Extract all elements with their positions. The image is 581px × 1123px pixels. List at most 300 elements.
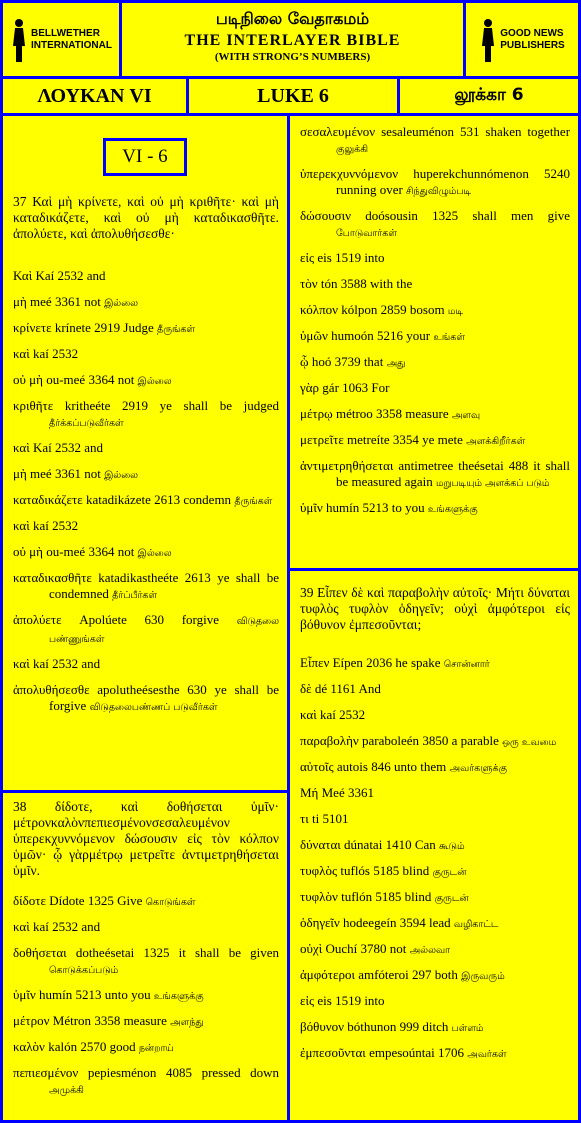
english-gloss: not — [84, 294, 101, 309]
greek-word: εἰς — [300, 250, 315, 265]
strongs-number: 3364 — [88, 372, 115, 387]
english-gloss: ye shall be condemned — [49, 570, 280, 601]
greek-word: ἀντιμετρηθήσεται — [300, 458, 394, 473]
greek-word: κριθῆτε — [13, 398, 54, 413]
english-gloss: good — [109, 1039, 136, 1054]
greek-word: αὐτοῖς — [300, 759, 334, 774]
tamil-gloss: கொடுக்கப்படும் — [49, 965, 119, 976]
greek-word: Εἶπεν — [300, 655, 330, 670]
word-entry — [300, 915, 570, 933]
word-entry — [13, 320, 279, 338]
word-entry — [300, 967, 570, 985]
tamil-gloss: மடி — [447, 306, 464, 317]
strongs-number: 5185 — [373, 863, 400, 878]
greek-word: ὁδηγεῖν — [300, 915, 340, 930]
strongs-number: 2919 — [94, 320, 121, 335]
greek-word: πεπιεσμένον — [13, 1065, 79, 1080]
strongs-number: 3850 — [422, 733, 449, 748]
strongs-number: 999 — [399, 1019, 420, 1034]
strongs-number: 3588 — [340, 276, 367, 291]
greek-chapter: ΛΟΥΚΑΝ VI — [3, 79, 186, 113]
transliteration: Dídote — [49, 893, 85, 908]
english-gloss: Judge — [123, 320, 154, 335]
transliteration: Kaí — [33, 440, 52, 455]
transliteration: huperekchunnómenon — [413, 166, 529, 181]
word-entry — [13, 372, 279, 390]
transliteration: paraboleén — [362, 733, 420, 748]
transliteration: humín — [39, 987, 73, 1002]
tamil-gloss: இருவரும் — [461, 971, 505, 982]
english-chapter: LUKE 6 — [189, 79, 397, 113]
transliteration: eis — [317, 250, 332, 265]
english-gloss: not — [389, 941, 407, 956]
greek-word: ἀπολυθήσεσθε — [13, 682, 90, 697]
greek-word: εἰς — [300, 993, 315, 1008]
transliteration: dúnatai — [344, 837, 383, 852]
greek-word: οὐ μὴ — [13, 372, 43, 387]
english-gloss: not — [117, 372, 135, 387]
transliteration: dotheésetai — [75, 945, 135, 960]
english-gloss: blind — [402, 863, 430, 878]
greek-word: καὶ — [13, 656, 30, 671]
tamil-gloss: அளக்கிறீர்கள் — [466, 436, 526, 447]
greek-word: καλὸν — [13, 1039, 45, 1054]
strongs-number: 3361 — [54, 466, 81, 481]
greek-word: κόλπον — [300, 302, 339, 317]
word-entry — [300, 1019, 570, 1037]
main-title: THE INTERLAYER BIBLE — [184, 32, 401, 49]
transliteration: Eípen — [332, 655, 363, 670]
transliteration: ou-meé — [46, 372, 86, 387]
tamil-chapter: லூக்கா 6 — [400, 79, 578, 113]
strongs-number: 1325 — [87, 893, 114, 908]
transliteration: humín — [326, 500, 360, 515]
verse-38-entries — [13, 893, 279, 1099]
tamil-gloss: நன்றாய் — [138, 1043, 174, 1054]
strongs-number: 2036 — [366, 655, 393, 670]
strongs-number: 1519 — [335, 993, 362, 1008]
word-entry — [300, 681, 570, 699]
tamil-gloss: உங்களுக்கு — [427, 504, 478, 515]
english-gloss: shall men give — [472, 208, 570, 223]
verse-37-entries — [13, 268, 279, 716]
word-entry — [300, 406, 570, 424]
transliteration: sesaleuménon — [381, 124, 455, 139]
english-gloss: both — [434, 967, 458, 982]
english-gloss: lead — [428, 915, 451, 930]
english-gloss: Give — [117, 893, 143, 908]
greek-word: καταδικάζετε — [13, 492, 83, 507]
greek-word: οὐ μὴ — [13, 544, 43, 559]
tamil-gloss: போடுவார்கள் — [336, 228, 397, 239]
english-gloss: to you — [391, 500, 425, 515]
tamil-gloss: சிந்துவிழும்படி — [406, 186, 472, 197]
strongs-number: 1325 — [432, 208, 459, 223]
transliteration: katadikastheéte — [98, 570, 179, 585]
tamil-gloss: அமுக்கி — [49, 1085, 84, 1096]
transliteration: amfóteroi — [358, 967, 409, 982]
english-gloss: not — [84, 466, 101, 481]
bellwether-logo — [3, 3, 119, 76]
greek-word: κρίνετε — [13, 320, 52, 335]
english-gloss: he spake — [395, 655, 441, 670]
word-entry — [13, 1013, 279, 1031]
tamil-gloss: அளவு — [451, 410, 481, 421]
english-gloss: condemn — [183, 492, 232, 507]
english-gloss: ye shall be judged — [159, 398, 280, 413]
verse-38-panel — [3, 793, 287, 1120]
strongs-number: 5213 — [75, 987, 102, 1002]
strongs-number: 297 — [412, 967, 432, 982]
strongs-number: 2613 — [154, 492, 181, 507]
strongs-number: 5185 — [375, 889, 402, 904]
english-gloss: ye shall be forgive — [49, 682, 279, 713]
transliteration: empesoúntai — [369, 1045, 435, 1060]
greek-word: καὶ — [13, 518, 30, 533]
word-entry — [13, 294, 279, 312]
english-gloss: a parable — [451, 733, 499, 748]
strongs-number: 3358 — [376, 406, 403, 421]
transliteration: kaí — [33, 518, 49, 533]
tamil-gloss: சொன்னார் — [443, 659, 490, 670]
verse-38-text: 38 δίδοτε, καὶ δοθήσεται ὑμῖν· μέτρονκαλὸνπεπιεσμένονσεσαλευμένον ὑπερεκχυννόμενον δώσουσιν εἰς τὸν κόλπον ὑμῶν· ᾧ γὰρμέτρῳ μετρεῖτε ἀντιμετρηθήσεται ὑμῖν. — [13, 799, 279, 878]
english-gloss: and — [81, 919, 101, 934]
greek-word: καὶ — [13, 440, 30, 455]
transliteration: Métron — [52, 1013, 92, 1028]
english-gloss: shaken together — [485, 124, 571, 139]
english-gloss: measure — [123, 1013, 167, 1028]
strongs-number: 630 — [144, 612, 165, 627]
strongs-number: 3364 — [88, 544, 115, 559]
transliteration: tón — [320, 276, 338, 291]
greek-word: δὲ — [300, 681, 312, 696]
word-entry — [300, 302, 570, 320]
english-gloss: into — [364, 250, 385, 265]
good-news-logo — [466, 3, 578, 76]
transliteration: métroo — [335, 406, 373, 421]
transliteration: apolutheésesthe — [97, 682, 180, 697]
strongs-number: 2532 — [52, 919, 79, 934]
tamil-gloss: கொடுங்கள் — [145, 897, 196, 908]
word-entry — [300, 124, 570, 158]
word-entry — [300, 655, 570, 673]
greek-word: δίδοτε — [13, 893, 46, 908]
english-gloss: into — [364, 993, 385, 1008]
tamil-gloss: குருடன் — [434, 893, 469, 904]
word-entry — [13, 518, 279, 536]
strongs-number: 1161 — [330, 681, 356, 696]
english-gloss: and — [81, 656, 101, 671]
english-gloss: unto you — [104, 987, 151, 1002]
verse-37-text: 37 Καὶ μὴ κρίνετε, καὶ οὐ μὴ κριθῆτε· καὶ μὴ καταδικάζετε, καὶ οὐ μὴ καταδικασθῆτε. ἀπολύετε, καὶ ἀπολυθήσεσθε· — [13, 194, 279, 241]
word-entry — [300, 354, 570, 372]
english-gloss: with the — [369, 276, 413, 291]
english-gloss: forgive — [181, 612, 220, 627]
word-entry — [13, 987, 279, 1005]
tamil-gloss: இல்லை — [137, 548, 172, 559]
english-gloss: blind — [404, 889, 432, 904]
word-entry — [300, 837, 570, 855]
word-entry — [13, 682, 279, 716]
transliteration: gár — [322, 380, 339, 395]
tamil-gloss: இல்லை — [104, 298, 139, 309]
tamil-gloss: வழிகாட்ட — [453, 919, 499, 930]
english-gloss: And — [358, 681, 381, 696]
word-entry — [13, 612, 279, 648]
tamil-gloss: விடுதலை பண்ணுங்கள் — [49, 616, 280, 645]
greek-word: δώσουσιν — [300, 208, 352, 223]
greek-word: ἀπολύετε — [13, 612, 62, 627]
strongs-number: 531 — [459, 124, 480, 139]
strongs-number: 3739 — [334, 354, 361, 369]
title-block — [122, 3, 463, 76]
tamil-gloss: அவர்களுக்கு — [449, 763, 507, 774]
strongs-number: 4085 — [166, 1065, 192, 1080]
greek-word: ὑμῶν — [300, 328, 328, 343]
word-entry — [13, 570, 279, 604]
strongs-number: 3358 — [94, 1013, 121, 1028]
greek-word: ἀμφότεροι — [300, 967, 355, 982]
transliteration: bóthunon — [347, 1019, 397, 1034]
greek-word: ἐμπεσοῦνται — [300, 1045, 366, 1060]
tamil-gloss: அது — [386, 358, 406, 369]
tamil-gloss: அல்லவா — [409, 945, 451, 956]
greek-word: δοθήσεται — [13, 945, 67, 960]
strongs-number: 2532 — [339, 707, 366, 722]
english-gloss: and — [86, 268, 106, 283]
tamil-gloss: ஒரு உவமை — [502, 737, 557, 748]
strongs-number: 1410 — [385, 837, 412, 852]
strongs-number: 488 — [508, 458, 529, 473]
transliteration: hodeegeín — [343, 915, 397, 930]
greek-word: καὶ — [300, 707, 317, 722]
transliteration: kaí — [33, 656, 49, 671]
strongs-number: 5101 — [322, 811, 349, 826]
english-gloss: pressed down — [201, 1065, 280, 1080]
word-entry — [300, 250, 570, 268]
verse-39-entries — [300, 655, 570, 1063]
transliteration: Apolúete — [79, 612, 127, 627]
strongs-number: 2532 — [57, 268, 84, 283]
greek-word: μὴ — [13, 294, 27, 309]
greek-word: παραβολὴν — [300, 733, 359, 748]
tamil-gloss: பள்ளம் — [451, 1023, 484, 1034]
tamil-gloss: தீருங்கள் — [157, 324, 195, 335]
word-entry — [13, 544, 279, 562]
transliteration: autois — [336, 759, 368, 774]
verse-37-panel — [3, 116, 287, 790]
transliteration: kaí — [33, 346, 49, 361]
transliteration: katadikázete — [85, 492, 151, 507]
tamil-gloss: அவர்கள் — [467, 1049, 507, 1060]
english-gloss: Can — [414, 837, 436, 852]
strongs-number: 1706 — [438, 1045, 465, 1060]
word-entry — [300, 208, 570, 242]
verse-39-text: 39 Εἶπεν δὲ καὶ παραβολὴν αὐτοῖς· Μήτι δύναται τυφλὸς τυφλὸν ὁδηγεῖν; οὐχὶ ἀμφότεροι εἰς βόθυνον ἐμπεσοῦνται; — [300, 585, 570, 632]
transliteration: meé — [30, 466, 52, 481]
logo-line-2: INTERNATIONAL — [31, 39, 112, 51]
greek-word: τυφλὸς — [300, 863, 338, 878]
transliteration: kaí — [320, 707, 336, 722]
strongs-number: 5216 — [376, 328, 403, 343]
english-gloss: that — [363, 354, 384, 369]
strongs-number: 2919 — [122, 398, 149, 413]
strongs-number: 1519 — [335, 250, 362, 265]
transliteration: ti — [311, 811, 320, 826]
transliteration: kaí — [33, 919, 49, 934]
transliteration: krínete — [54, 320, 91, 335]
transliteration: metreíte — [347, 432, 390, 447]
word-entry — [300, 380, 570, 398]
tamil-gloss: குலுக்கி — [336, 144, 369, 155]
strongs-number: 630 — [187, 682, 207, 697]
word-entry — [300, 276, 570, 294]
tamil-gloss: இல்லை — [104, 470, 139, 481]
strongs-number: 3594 — [399, 915, 426, 930]
greek-word: Καὶ — [13, 268, 33, 283]
transliteration: hoó — [311, 354, 332, 369]
tamil-gloss: இல்லை — [137, 376, 172, 387]
word-entry — [300, 432, 570, 450]
english-gloss: it shall be measured again — [336, 458, 570, 489]
verse-39-panel — [290, 571, 578, 1120]
greek-word: τι — [300, 811, 309, 826]
strongs-number: 2532 — [52, 346, 79, 361]
tamil-gloss: கூடும் — [439, 841, 465, 852]
word-entry — [300, 1045, 570, 1063]
word-entry — [300, 707, 570, 725]
tamil-title: படிநிலை வேதாகமம் — [215, 9, 370, 28]
greek-word: Μή — [300, 785, 319, 800]
english-gloss: ye mete — [422, 432, 463, 447]
word-entry — [13, 919, 279, 937]
transliteration: Kaí — [35, 268, 55, 283]
strongs-number: 3361 — [54, 294, 81, 309]
strongs-number: 2613 — [184, 570, 211, 585]
greek-word: μέτρῳ — [300, 406, 333, 421]
transliteration: kalón — [48, 1039, 78, 1054]
transliteration: kólpon — [341, 302, 378, 317]
word-entry — [300, 863, 570, 881]
word-entry — [13, 656, 279, 674]
greek-word: καὶ — [13, 346, 30, 361]
verse-label: VI - 6 — [103, 138, 187, 176]
word-entry — [13, 398, 279, 432]
strongs-number: 2570 — [80, 1039, 107, 1054]
word-entry — [13, 466, 279, 484]
greek-word: μὴ — [13, 466, 27, 481]
subtitle: (WITH STRONG’S NUMBERS) — [214, 51, 371, 63]
tamil-gloss: மறுபடியும் அளக்கப் படும் — [435, 478, 550, 489]
transliteration: Ouchí — [325, 941, 358, 956]
word-entry — [13, 492, 279, 510]
word-entry — [13, 893, 279, 911]
greek-word: ὑμῖν — [300, 500, 323, 515]
strongs-number: 2532 — [52, 518, 79, 533]
greek-word: τυφλὸν — [300, 889, 338, 904]
logo-line-1: GOOD NEWS — [500, 27, 564, 39]
strongs-number: 3780 — [360, 941, 387, 956]
strongs-number: 1063 — [342, 380, 369, 395]
greek-word: ὑπερεκχυννόμενον — [300, 166, 399, 181]
greek-word: καταδικασθῆτε — [13, 570, 92, 585]
logo-line-1: BELLWETHER — [31, 27, 100, 39]
greek-word: γὰρ — [300, 380, 320, 395]
word-entry — [13, 268, 279, 286]
word-entry — [300, 941, 570, 959]
strongs-number: 2532 — [55, 440, 82, 455]
strongs-number: 3354 — [392, 432, 419, 447]
verse-38-continued-entries — [300, 124, 570, 518]
logo-line-2: PUBLISHERS — [500, 39, 565, 51]
word-entry — [13, 346, 279, 364]
greek-word: δύναται — [300, 837, 341, 852]
word-entry — [13, 945, 279, 979]
tamil-gloss: தீருங்கள் — [234, 496, 273, 507]
transliteration: tuflón — [341, 889, 373, 904]
transliteration: pepiesménon — [87, 1065, 157, 1080]
word-entry — [300, 166, 570, 200]
transliteration: antimetree theésetai — [398, 458, 504, 473]
tamil-gloss: தீர்க்கப்படுவீர்கள் — [49, 418, 124, 429]
english-gloss: ditch — [422, 1019, 449, 1034]
word-entry — [300, 811, 570, 829]
greek-word: μέτρον — [13, 1013, 50, 1028]
transliteration: meé — [30, 294, 52, 309]
figure-icon — [10, 18, 28, 62]
word-entry — [300, 458, 570, 492]
greek-word: ὑμῖν — [13, 987, 36, 1002]
tamil-gloss: குருடன் — [432, 867, 467, 878]
english-gloss: running over — [336, 182, 403, 197]
greek-word: τὸν — [300, 276, 318, 291]
transliteration: kritheéte — [64, 398, 111, 413]
english-gloss: bosom — [409, 302, 445, 317]
word-entry — [13, 1065, 279, 1099]
tamil-gloss: உங்களுக்கு — [153, 991, 204, 1002]
word-entry — [300, 733, 570, 751]
transliteration: Meé — [321, 785, 345, 800]
strongs-number: 846 — [371, 759, 391, 774]
english-gloss: it shall be given — [178, 945, 279, 960]
word-entry — [300, 500, 570, 518]
tamil-gloss: அளந்து — [170, 1017, 204, 1028]
transliteration: doósousin — [365, 208, 418, 223]
word-entry — [13, 1039, 279, 1057]
tamil-gloss: தீர்ப்பீர்கள் — [112, 590, 158, 601]
english-gloss: measure — [405, 406, 449, 421]
greek-word: οὐχὶ — [300, 941, 323, 956]
english-gloss: unto them — [393, 759, 447, 774]
english-gloss: your — [406, 328, 431, 343]
transliteration: eis — [317, 993, 332, 1008]
greek-word: ᾧ — [300, 354, 309, 369]
transliteration: dé — [314, 681, 328, 696]
strongs-number: 5213 — [362, 500, 389, 515]
transliteration: ou-meé — [46, 544, 86, 559]
greek-word: σεσαλευμένον — [300, 124, 376, 139]
word-entry — [300, 993, 570, 1011]
tamil-gloss: விடுதலைபண்ணப் படுவீர்கள் — [89, 702, 218, 713]
greek-word: μετρεῖτε — [300, 432, 344, 447]
word-entry — [13, 440, 279, 458]
strongs-number: 3361 — [347, 785, 374, 800]
english-gloss: For — [371, 380, 390, 395]
transliteration: humoón — [331, 328, 374, 343]
english-gloss: not — [117, 544, 135, 559]
strongs-number: 5240 — [544, 166, 571, 181]
word-entry — [300, 759, 570, 777]
